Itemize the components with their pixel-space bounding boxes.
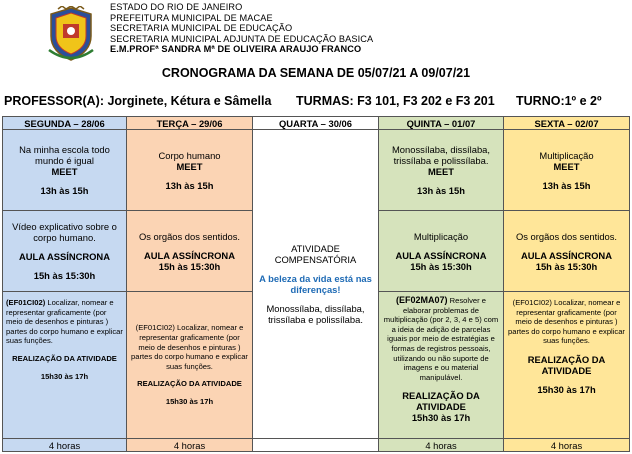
sexta-meet-cell <box>504 130 630 211</box>
segunda-meet-topic: Na minha escola todo mundo é igual <box>19 144 110 166</box>
quarta-topics: Monossílaba, dissílaba, trissílaba e polissílaba. <box>266 303 365 325</box>
schedule-table <box>2 116 630 452</box>
segunda-assincrona-time: 15h às 15:30h <box>33 270 96 281</box>
sexta-meet-time: 13h às 15h <box>542 179 591 191</box>
segunda-meet-cell <box>3 130 127 211</box>
terca-meet-time: 13h às 15h <box>165 179 214 191</box>
header-line-secretaria-adjunta: SECRETARIA MUNICIPAL ADJUNTA DE EDUCAÇÃO BASICA <box>110 33 374 44</box>
header-line-state: ESTADO DO RIO DE JANEIRO <box>110 2 243 12</box>
terca-assincrona-mode: AULA ASSÍNCRONA <box>144 249 235 261</box>
quinta-atividade-time: 15h30 às 17h <box>411 412 471 424</box>
terca-meet-topic: Corpo humano <box>158 149 221 161</box>
day-header-row <box>3 117 630 130</box>
header-lines <box>110 2 373 55</box>
quinta-atividade-desc <box>382 296 500 382</box>
segunda-meet-time: 13h às 15h <box>40 185 89 196</box>
terca-atividade-cell <box>127 292 253 439</box>
quinta-bncc-text: Resolver e elaborar problemas de multiplicação (por 2, 3, 4 e 5) com a ideia de adição de parcelas iguais por meio de estratégias e formas de registros pessoais, utilizando ou não suporte de imagens e ou material manipulável. <box>383 296 499 382</box>
sexta-assincrona-time: 15h às 15:30h <box>535 260 598 272</box>
sexta-atividade-label: REALIZAÇÃO DA ATIVIDADE <box>527 353 606 376</box>
quarta-line1: ATIVIDADE <box>291 243 340 254</box>
segunda-atividade-label: REALIZAÇÃO DA ATIVIDADE <box>12 353 117 363</box>
quinta-assincrona-cell <box>379 211 504 292</box>
quarta-line2: COMPENSATÓRIA <box>274 254 357 265</box>
quinta-bncc-code: (EF02MA07) <box>396 295 448 305</box>
page-title: CRONOGRAMA DA SEMANA DE 05/07/21 A 09/07/21 <box>161 66 471 80</box>
quinta-meet-topic: Monossílaba, dissílaba, trissílaba e polissílaba. <box>392 144 490 166</box>
day-header-sexta: SEXTA – 02/07 <box>504 117 630 130</box>
quinta-hours: 4 horas <box>379 439 504 452</box>
quarta-motto: A beleza da vida está nas diferenças! <box>259 273 372 295</box>
sexta-assincrona-topic: Os orgãos dos sentidos. <box>515 230 618 242</box>
quarta-hours <box>253 439 379 452</box>
terca-meet-mode: MEET <box>176 160 203 172</box>
header-line-prefecture: PREFEITURA MUNICIPAL DE MACAE <box>110 12 273 23</box>
header-line-secretaria: SECRETARIA MUNICIPAL DE EDUCAÇÃO <box>110 23 293 33</box>
professor-label: PROFESSOR(A): Jorginete, Kétura e Sâmella <box>4 94 272 108</box>
terca-assincrona-cell <box>127 211 253 292</box>
sexta-atividade-cell <box>504 292 630 439</box>
segunda-meet-mode: MEET <box>51 166 78 177</box>
quinta-assincrona-topic: Multiplicação <box>413 230 469 242</box>
segunda-bncc-text: Localizar, nomear e representar graficamente (por meio de desenhos e pinturas ) partes do corpo humano e explicar suas funções. <box>6 298 123 346</box>
terca-assincrona-topic: Os orgãos dos sentidos. <box>138 230 241 242</box>
segunda-assincrona-topic: Vídeo explicativo sobre o corpo humano. <box>12 221 117 243</box>
segunda-hours: 4 horas <box>3 439 127 452</box>
header-line-school: E.M.PROFª SANDRA Mª DE OLIVEIRA ARAUJO FRANCO <box>110 44 362 54</box>
quinta-meet-mode: MEET <box>427 166 455 177</box>
document-header <box>0 0 632 90</box>
terca-hours: 4 horas <box>127 439 253 452</box>
turno-label: TURNO:1º e 2º <box>516 94 602 108</box>
terca-assincrona-time: 15h às 15:30h <box>158 260 221 272</box>
terca-meet-cell <box>127 130 253 211</box>
segunda-atividade-time: 15h30 às 17h <box>40 371 89 381</box>
day-header-segunda: SEGUNDA – 28/06 <box>3 117 127 130</box>
segunda-bncc-code: (EF01CI02) <box>6 298 46 307</box>
segunda-atividade-desc <box>6 298 123 346</box>
sexta-atividade-desc: (EF01CI02) Localizar, nomear e representar graficamente (por meio de desenhos e pinturas ) partes do corpo humano e explicar suas funções. <box>508 298 625 346</box>
quinta-atividade-cell <box>379 292 504 439</box>
quinta-atividade-label: REALIZAÇÃO DA ATIVIDADE <box>402 390 480 413</box>
sexta-atividade-time: 15h30 às 17h <box>537 383 596 395</box>
sexta-assincrona-cell <box>504 211 630 292</box>
day-header-quarta: QUARTA – 30/06 <box>253 117 379 130</box>
sexta-hours: 4 horas <box>504 439 630 452</box>
terca-atividade-time: 15h30 às 17h <box>165 396 214 406</box>
sexta-assincrona-mode: AULA ASSÍNCRONA <box>521 249 612 261</box>
municipal-crest-icon <box>46 6 96 62</box>
day-header-quinta: QUINTA – 01/07 <box>379 117 504 130</box>
hours-row <box>3 439 630 452</box>
terca-atividade-desc: (EF01CI02) Localizar, nomear e representar graficamente (por meio de desenhos e pinturas ) partes do corpo humano e explicar suas funções. <box>131 323 248 371</box>
quinta-meet-time: 13h às 15h <box>417 185 465 196</box>
day-header-terca: TERÇA – 29/06 <box>127 117 253 130</box>
quarta-compensatoria-cell <box>253 130 379 439</box>
sexta-meet-topic: Multiplicação <box>539 149 594 161</box>
quinta-assincrona-mode: AULA ASSÍNCRONA <box>395 249 487 261</box>
turmas-label: TURMAS: F3 101, F3 202 e F3 201 <box>296 94 495 108</box>
segunda-assincrona-cell <box>3 211 127 292</box>
segunda-atividade-cell <box>3 292 127 439</box>
segunda-assincrona-mode: AULA ASSÍNCRONA <box>19 251 110 262</box>
terca-atividade-label: REALIZAÇÃO DA ATIVIDADE <box>137 379 242 389</box>
quinta-meet-cell <box>379 130 504 211</box>
sexta-meet-mode: MEET <box>553 160 580 172</box>
quinta-assincrona-time: 15h às 15:30h <box>410 260 472 272</box>
schedule-row-meet <box>3 130 630 211</box>
